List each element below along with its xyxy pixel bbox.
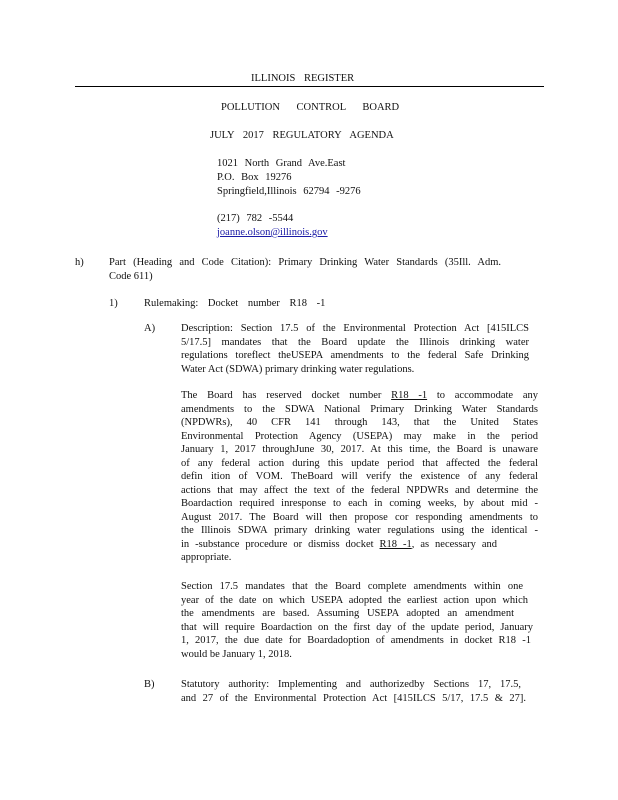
item-h-marker: h) xyxy=(75,257,84,268)
paragraph-line: Section 17.5 mandates that the Board complete amendments within one xyxy=(181,581,523,592)
address-street: 1021 North Grand Ave.East xyxy=(217,158,346,169)
item-h-line: Part (Heading and Code Citation): Primary Drinking Water Standards (35Ill. Adm. xyxy=(109,257,501,268)
paragraph-line: and 27 of the Environmental Protection Act [415ILCS 5/17, 17.5 & 27]. xyxy=(181,692,526,704)
paragraph-line: year of the date on which USEPA adopted the earliest action upon which xyxy=(181,594,528,606)
paragraph-line: appropriate. xyxy=(181,552,232,563)
paragraph-line: defin ition of VOM. TheBoard will verify the existence of any federal xyxy=(181,471,538,482)
paragraph-line: 5/17.5] mandates that the Board update the Illinois drinking water xyxy=(181,336,529,348)
paragraph-line: August 2017. The Board will then propose cor responding amendments to xyxy=(181,511,538,523)
paragraph-line: (NPDWRs), 40 CFR 141 through 143, that the United States xyxy=(181,417,538,428)
item-b-marker: B) xyxy=(144,679,155,690)
item-a-paragraph-1 xyxy=(181,322,529,376)
paragraph-line: Water Act (SDWA) primary drinking water regulations. xyxy=(181,363,415,375)
header-rule xyxy=(75,86,544,87)
paragraph-line: Statutory authority: Implementing and authorizedby Sections 17, 17.5, xyxy=(181,679,521,690)
paragraph-line: Boardaction required inresponse to each in coming weeks, by about mid - xyxy=(181,498,538,509)
register-title: ILLINOIS REGISTER xyxy=(251,73,355,84)
item-1-marker: 1) xyxy=(109,298,118,309)
item-h-line: Code 611) xyxy=(109,270,153,282)
paragraph-line: would be January 1, 2018. xyxy=(181,648,292,660)
agenda-title: JULY 2017 REGULATORY AGENDA xyxy=(210,130,394,141)
address-pobox: P.O. Box 19276 xyxy=(217,172,292,183)
paragraph-line: amendments to the SDWA National Primary Drinking Water Standards xyxy=(181,403,538,415)
address-phone: (217) 782 -5544 xyxy=(217,213,294,224)
paragraph-line: regulations toreflect theUSEPA amendments to the federal Safe Drinking xyxy=(181,350,529,361)
address-city: Springfield,Illinois 62794 -9276 xyxy=(217,186,361,197)
paragraph-line: The Board has reserved docket number R18 -1 to accommodate any xyxy=(181,390,538,401)
paragraph-line: Environmental Protection Agency (USEPA) may make in the period xyxy=(181,430,538,442)
email-link[interactable]: joanne.olson@illinois.gov xyxy=(217,227,328,238)
item-a-paragraph-3 xyxy=(181,580,533,661)
paragraph-line: the Illinois SDWA primary drinking water regulations using the identical - xyxy=(181,525,538,536)
agency-title: POLLUTION CONTROL BOARD xyxy=(221,102,400,113)
paragraph-line: of any federal action during this update period that affected the federal xyxy=(181,457,538,469)
paragraph-line: January 1, 2017 throughJune 30, 2017. At this time, the Board is unaware xyxy=(181,444,538,455)
paragraph-line: 1, 2017, the due date for Boardadoption of amendments in docket R18 -1 xyxy=(181,635,531,646)
item-h-text xyxy=(109,256,501,283)
paragraph-line: actions that may affect the text of the federal NPDWRs and determine the xyxy=(181,484,538,496)
email-container xyxy=(217,226,350,240)
item-a-marker: A) xyxy=(144,323,156,334)
item-b-text xyxy=(181,678,526,705)
item-a-paragraph-2 xyxy=(181,389,538,565)
paragraph-line: Description: Section 17.5 of the Environmental Protection Act [415ILCS xyxy=(181,323,529,334)
item-1-text: Rulemaking: Docket number R18 -1 xyxy=(144,298,326,309)
paragraph-line: the amendments are based. Assuming USEPA adopted an amendment xyxy=(181,608,514,619)
paragraph-line: that will require Boardaction on the first day of the update period, January xyxy=(181,621,533,633)
paragraph-line: in -substance procedure or dismiss docket R18 -1, as necessary and xyxy=(181,538,497,550)
